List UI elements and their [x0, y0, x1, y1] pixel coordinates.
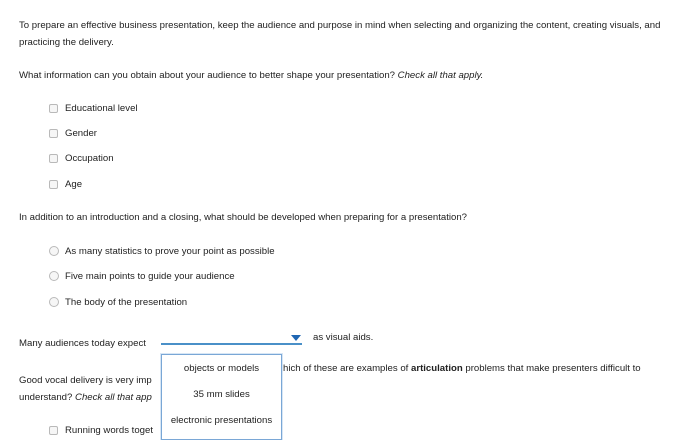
checkbox-option[interactable]	[49, 423, 153, 437]
dropdown-select[interactable]	[161, 343, 302, 345]
option-label: Gender	[65, 127, 97, 139]
option-label: The body of the presentation	[65, 296, 188, 308]
checkbox[interactable]	[49, 104, 58, 113]
checkbox-option[interactable]	[49, 101, 138, 115]
question-4-line-2	[19, 392, 152, 403]
option-label: Educational level	[65, 102, 138, 114]
question-3-suffix: as visual aids.	[313, 332, 374, 343]
question-4-line2: understand?	[19, 392, 73, 403]
question-1-instruction: Check all that apply.	[397, 70, 484, 81]
question-4-text-b: problems that make presenters difficult to	[462, 363, 641, 374]
dropdown-option[interactable]: electronic presentations	[170, 414, 273, 426]
option-label: Running words toget	[65, 424, 153, 436]
checkbox[interactable]	[49, 426, 58, 435]
radio-option[interactable]	[49, 295, 187, 309]
radio-option[interactable]	[49, 244, 275, 258]
radio-button[interactable]	[49, 246, 59, 256]
question-1-text: What information can you obtain about your audience to better shape your presentation?	[19, 70, 395, 81]
option-label: Age	[65, 178, 83, 190]
question-1	[19, 70, 483, 81]
radio-button[interactable]	[49, 271, 59, 281]
dropdown-option[interactable]: 35 mm slides	[193, 388, 250, 400]
checkbox-option[interactable]	[49, 151, 114, 165]
checkbox-option[interactable]	[49, 177, 82, 191]
option-label: Occupation	[65, 152, 114, 164]
checkbox[interactable]	[49, 180, 58, 189]
question-4-text-a: hich of these are examples of	[283, 363, 411, 374]
question-4-text	[283, 363, 641, 374]
question-4-bold: articulation	[411, 363, 463, 374]
radio-option[interactable]	[49, 269, 235, 283]
checkbox[interactable]	[49, 129, 58, 138]
option-label: As many statistics to prove your point as possible	[65, 245, 275, 257]
question-4-start: Good vocal delivery is very imp	[19, 375, 152, 386]
radio-button[interactable]	[49, 297, 59, 307]
dropdown-option[interactable]: objects or models	[183, 362, 260, 374]
intro-text: To prepare an effective business presentation, keep the audience and purpose in mind when selecting and organizing the content, creating visuals, and practicing the delivery.	[19, 20, 661, 48]
dropdown-menu	[161, 354, 282, 440]
question-3-prefix: Many audiences today expect	[19, 338, 146, 349]
checkbox-option[interactable]	[49, 126, 97, 140]
question-4-instruction: Check all that app	[75, 392, 152, 403]
question-2-text: In addition to an introduction and a closing, what should be developed when preparing for a presentation?	[19, 212, 468, 223]
checkbox[interactable]	[49, 154, 58, 163]
option-label: Five main points to guide your audience	[65, 270, 235, 282]
chevron-down-icon[interactable]	[291, 335, 301, 341]
